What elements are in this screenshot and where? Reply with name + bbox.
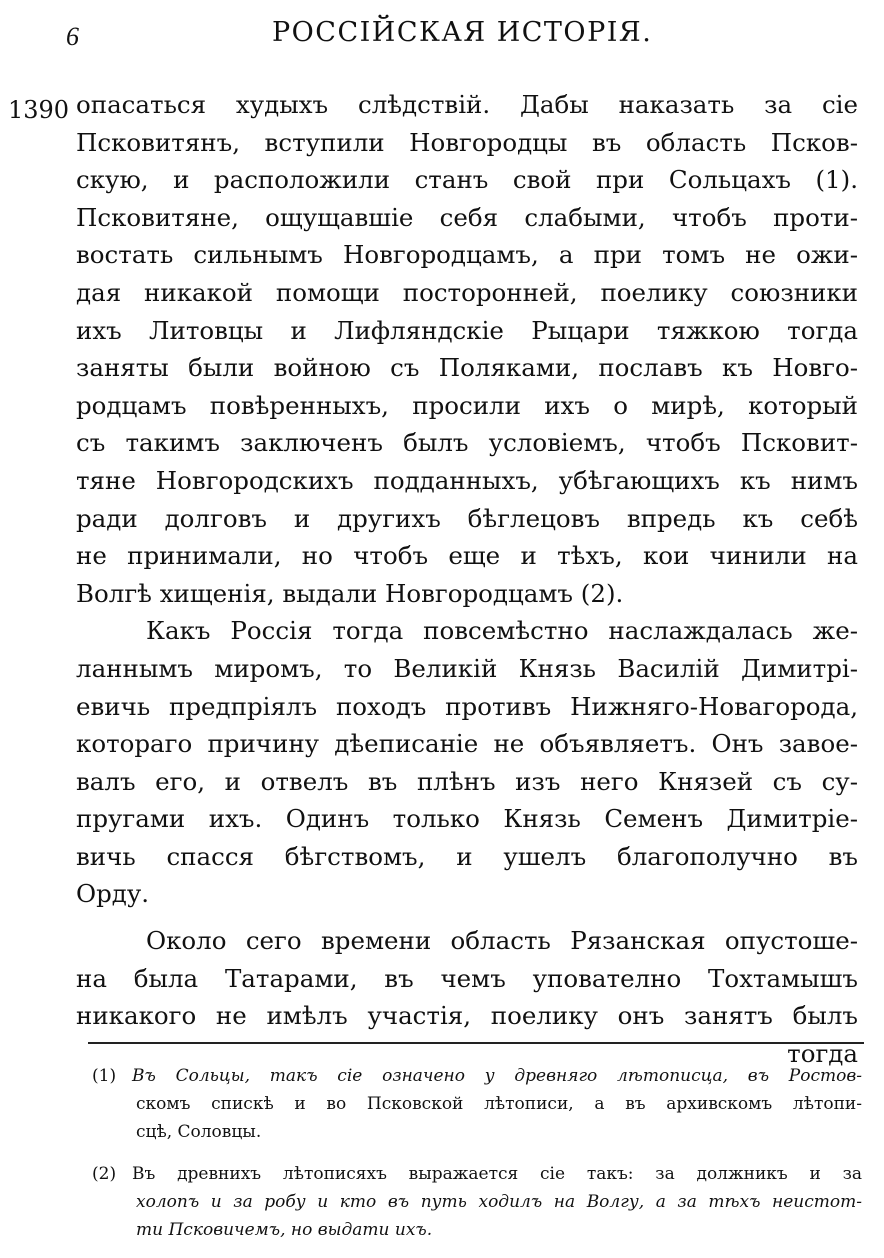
text-line: котораго причину дѣеписаніе не объявляетъ. Онъ завое-: [76, 729, 858, 759]
text-line: вичь спасся бѣгствомъ, и ушелъ благополучно въ: [76, 841, 858, 871]
footnote-text: Въ Сольцы, такъ сіе означено у древняго лѣтописца, въ Ростов-: [132, 1066, 862, 1086]
text-line: скую, и расположили станъ свой при Сольцахъ (1).: [76, 165, 858, 195]
text-line: Волгѣ хищенія, выдали Новгородцамъ (2).: [76, 578, 624, 608]
body-text: [76, 86, 858, 1072]
text-line: тяне Новгородскихъ подданныхъ, убѣгающихъ къ нимъ: [76, 465, 858, 495]
text-line: ихъ Литовцы и Лифляндскіе Рыцари тяжкою тогда: [76, 315, 858, 345]
text-line: никакого не имѣлъ участія, поелику онъ занятъ былъ: [76, 1001, 858, 1031]
paragraph-1: [76, 86, 858, 612]
footnote-line: сцѣ, Соловцы.: [136, 1122, 262, 1142]
text-line: пругами ихъ. Одинъ только Князь Семенъ Димитріе-: [76, 804, 858, 834]
margin-year: 1390: [8, 96, 70, 124]
footnote-line: скомъ спискѣ и во Псковской лѣтописи, а въ архивскомъ лѣтопи-: [136, 1094, 862, 1114]
footnote-1: [92, 1062, 862, 1146]
text-line: не принимали, но чтобъ еще и тѣхъ, кои чинили на: [76, 541, 858, 571]
text-line: на была Татарами, въ чемъ упователно Тохтамышъ: [76, 963, 858, 993]
text-line: дая никакой помощи посторонней, поелику союзники: [76, 277, 858, 307]
footnote-text: Въ древнихъ лѣтописяхъ выражается сіе такъ: за должникъ и за: [132, 1164, 862, 1184]
footnote-marker: (2): [92, 1164, 117, 1184]
footnote-line: [92, 1160, 862, 1188]
text-line: опасаться худыхъ слѣдствій. Дабы наказать за сіе: [76, 90, 858, 119]
text-line: Какъ Россія тогда повсемѣстно наслаждалась же-: [146, 616, 858, 646]
footnote-marker: (1): [92, 1066, 117, 1086]
running-head: РОССІЙСКАЯ ИСТОРІЯ.: [272, 17, 653, 48]
footnote-line: холопъ и за робу и кто въ путь ходилъ на Волгу, а за тѣхъ неистот-: [136, 1192, 862, 1212]
text-line: заняты были войною съ Поляками, пославъ къ Новго-: [76, 353, 858, 383]
text-line: валъ его, и отвелъ въ плѣнъ изъ него Князей съ су-: [76, 766, 858, 796]
text-line: Псковитянъ, вступили Новгородцы въ область Псков-: [76, 127, 858, 157]
text-line: Около сего времени область Рязанская опустоше-: [146, 926, 858, 956]
text-line: востать сильнымъ Новгородцамъ, а при томъ не ожи-: [76, 240, 858, 270]
footnote-2: [92, 1160, 862, 1244]
footnote-rule: [88, 1042, 864, 1044]
text-line: съ такимъ заключенъ былъ условіемъ, чтобъ Псковит-: [76, 428, 858, 458]
footnote-line: ти Псковичемъ, но выдати ихъ.: [136, 1220, 433, 1240]
text-line: евичь предпріялъ походъ противъ Нижняго-Новагорода,: [76, 691, 858, 721]
footnote-line: [92, 1062, 862, 1090]
text-line: ланнымъ миромъ, то Великій Князь Василій Димитрі-: [76, 653, 858, 683]
paragraph-2: [76, 612, 858, 913]
page-number: 6: [66, 22, 79, 51]
catchword: тогда: [787, 1038, 858, 1068]
text-line: Псковитяне, ощущавшіе себя слабыми, чтобъ проти-: [76, 202, 858, 232]
text-line: родцамъ повѣренныхъ, просили ихъ о мирѣ, который: [76, 390, 858, 420]
text-line: ради долговъ и другихъ бѣглецовъ впредь къ себѣ: [76, 503, 858, 533]
footnotes: [92, 1062, 862, 1258]
text-line: Орду.: [76, 879, 150, 909]
paragraph-spacer: [76, 913, 858, 922]
paragraph-3: [76, 922, 858, 1072]
